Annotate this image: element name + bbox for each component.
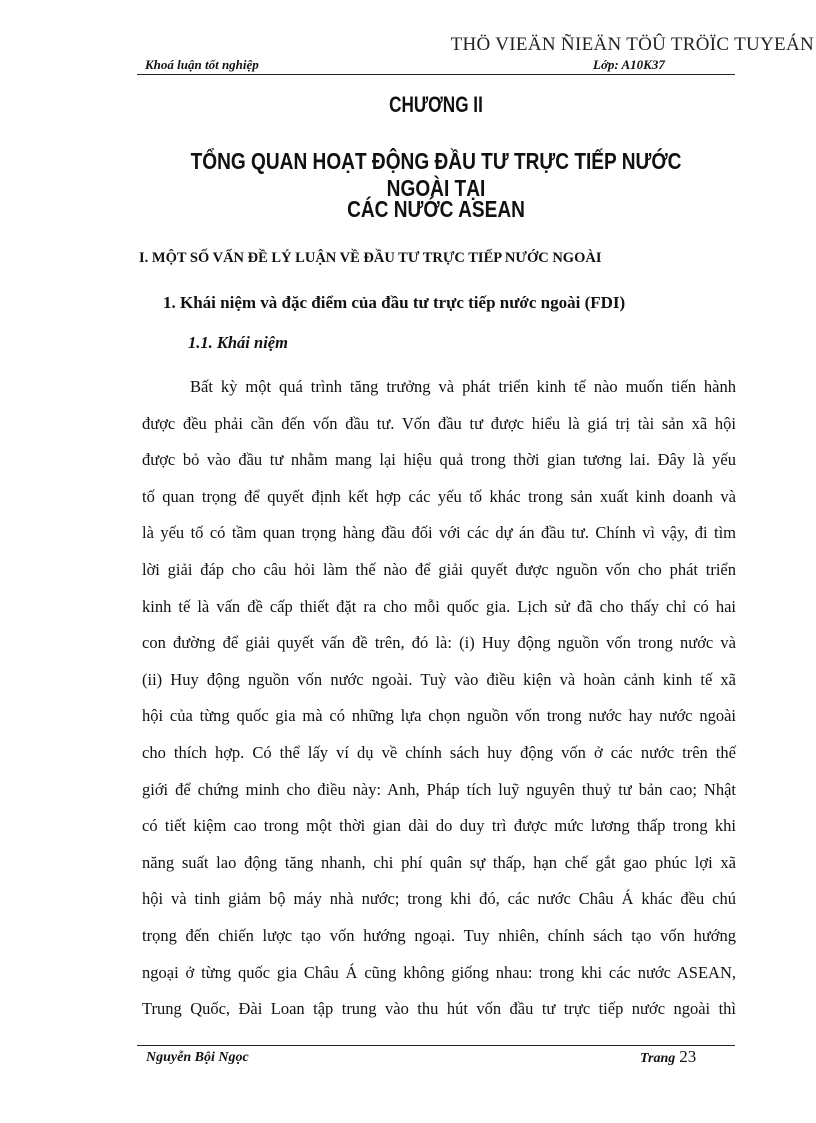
paragraph-line: hội và tinh giảm bộ máy nhà nước; trong khi đó, các nước Châu Á khác đều chú — [142, 889, 736, 909]
paragraph-line: kinh tế là vấn đề cấp thiết đặt ra cho mỗi quốc gia. Lịch sử đã cho thấy chỉ có hai — [142, 596, 736, 616]
page-label: Trang — [640, 1051, 676, 1066]
header-class-label: Lớp: A10K37 — [593, 57, 665, 72]
paragraph-line: cho thích hợp. Có thể lấy ví dụ về chính sách huy động vốn ở các nước trên thế — [142, 742, 736, 762]
chapter-heading: CHƯƠNG II — [389, 92, 483, 117]
paragraph-line: giới để chứng minh cho điều này: Anh, Pháp tích luỹ nguyên thuỷ tư bản cao; Nhật — [142, 779, 736, 799]
chapter-title-line-2: CÁC NƯỚC ASEAN — [347, 196, 525, 222]
footer-divider — [137, 1045, 735, 1046]
header-thesis-label: Khoá luận tốt nghiệp — [145, 57, 259, 72]
paragraph-line: tố quan trọng để quyết định kết hợp các yếu tố khác trong sản xuất kinh doanh và — [142, 486, 736, 506]
paragraph-line: ngoại ở từng quốc gia Châu Á cũng không giống nhau: trong khi các nước ASEAN, — [142, 962, 736, 982]
page-header — [137, 57, 735, 75]
paragraph-line: hội của từng quốc gia mà có những lựa chọn nguồn vốn trong nước hay nước ngoài — [142, 706, 736, 726]
subsection-heading: 1. Khái niệm và đặc điểm của đầu tư trực tiếp nước ngoài (FDI) — [163, 293, 626, 312]
paragraph-line: năng suất lao động tăng nhanh, chi phí quân sự thấp, hạn chế gắt gao phúc lợi xã — [142, 852, 736, 872]
footer-author: Nguyễn Bội Ngọc — [146, 1050, 249, 1065]
watermark-text: THÖ VIEÄN ÑIEÄN TÖÛ TRÖÏC TUYEÁN — [450, 34, 814, 55]
paragraph-line: Trung Quốc, Đài Loan tập trung vào thu hút vốn đầu tư trực tiếp nước ngoài thì — [142, 999, 736, 1019]
footer-page — [640, 1047, 696, 1067]
subsubsection-heading: 1.1. Khái niệm — [188, 333, 288, 352]
section-heading: I. MỘT SỐ VẤN ĐỀ LÝ LUẬN VỀ ĐẦU TƯ TRỰC TIẾP NƯỚC NGOÀI — [139, 250, 602, 266]
paragraph-line: được bỏ vào đầu tư nhằm mang lại hiệu quả trong thời gian tương lai. Đây là yếu — [142, 450, 736, 470]
paragraph-line: lời giải đáp cho câu hỏi làm thế nào để giải quyết được nguồn vốn cho phát triển — [142, 559, 736, 579]
chapter-title-line-1: TỔNG QUAN HOẠT ĐỘNG ĐẦU TƯ TRỰC TIẾP NƯỚC NGOÀI TẠI — [190, 148, 682, 201]
paragraph-line: được đều phải cần đến vốn đầu tư. Vốn đầu tư được hiểu là giá trị tài sản xã hội — [142, 413, 736, 433]
paragraph-line: trọng đến chiến lược tạo vốn hướng ngoại. Tuy nhiên, chính sách tạo vốn hướng — [142, 925, 736, 945]
body-paragraph — [142, 369, 736, 1028]
paragraph-line: con đường để giải quyết vấn đề trên, đó là: (i) Huy động nguồn vốn trong nước và — [142, 633, 736, 653]
paragraph-line: có tiết kiệm cao trong một thời gian dài do duy trì được mức lương thấp trong khi — [142, 816, 736, 836]
paragraph-line: Bất kỳ một quá trình tăng trưởng và phát triển kinh tế nào muốn tiến hành — [190, 377, 736, 396]
page-number: 23 — [679, 1047, 697, 1066]
paragraph-line: (ii) Huy động nguồn vốn nước ngoài. Tuỳ vào điều kiện và hoàn cảnh kinh tế xã — [142, 669, 736, 689]
paragraph-line: là yếu tố có tầm quan trọng hàng đầu đối với các dự án đầu tư. Chính vì vậy, đi tìm — [142, 523, 736, 543]
